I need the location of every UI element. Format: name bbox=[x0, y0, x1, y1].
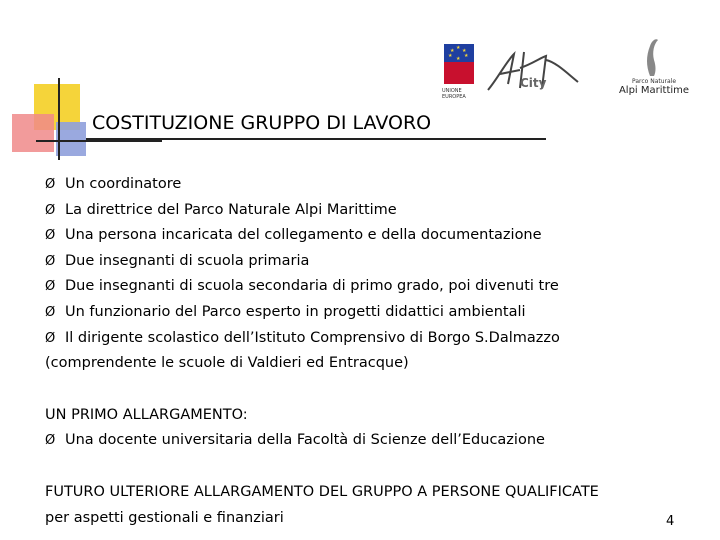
list-item: Ø La direttrice del Parco Naturale Alpi Marittime bbox=[45, 198, 705, 224]
arrow-bullet-icon: Ø bbox=[45, 433, 56, 449]
arrow-bullet-icon: Ø bbox=[45, 279, 56, 295]
page-title: COSTITUZIONE GRUPPO DI LAVORO bbox=[92, 112, 432, 134]
list-item: Ø Una docente universitaria della Facoltà di Scienze dell’Educazione bbox=[45, 428, 705, 454]
list-item: Ø Una persona incaricata del collegamento e della documentazione bbox=[45, 223, 705, 249]
title-underline bbox=[86, 138, 546, 140]
arrow-bullet-icon: Ø bbox=[45, 253, 56, 269]
decor-red-square bbox=[12, 114, 54, 152]
slide-content bbox=[45, 172, 705, 531]
list-item: Ø Il dirigente scolastico dell’Istituto Comprensivo di Borgo S.Dalmazzo bbox=[45, 326, 705, 352]
decor-blue-square bbox=[56, 122, 86, 156]
arrow-bullet-icon: Ø bbox=[45, 177, 56, 192]
park-name-line1: Parco Naturale bbox=[631, 78, 677, 85]
decor-vertical-line bbox=[58, 78, 60, 160]
list-item: Ø Due insegnanti di scuola primaria bbox=[45, 249, 705, 275]
arrow-bullet-icon: Ø bbox=[45, 330, 56, 346]
arrow-bullet-icon: Ø bbox=[45, 202, 56, 218]
list-item: Ø Due insegnanti di scuola secondaria di primo grado, poi divenuti tre bbox=[45, 274, 705, 300]
decor-horizontal-line bbox=[36, 140, 162, 142]
alp-script-icon bbox=[480, 48, 590, 98]
arrow-bullet-icon: Ø bbox=[45, 304, 56, 320]
park-name-line2: Alpi Marittime bbox=[618, 85, 690, 96]
future-expansion-line2: per aspetti gestionali e finanziari bbox=[45, 509, 284, 526]
arrow-bullet-icon: Ø bbox=[45, 228, 56, 244]
eu-small-text: UNIONE EUROPEA bbox=[442, 88, 466, 100]
page-number: 4 bbox=[666, 514, 675, 529]
eu-interreg-logo bbox=[442, 44, 474, 100]
alp-city-logo bbox=[480, 48, 590, 98]
eu-flag-icon: ★ ★ ★ ★ ★ ★ bbox=[444, 44, 474, 62]
list-item: Ø Un funzionario del Parco esperto in progetti didattici ambientali bbox=[45, 300, 705, 326]
members-note: (comprendente le scuole di Valdieri ed Entracque) bbox=[45, 355, 409, 372]
list-item: Ø Un coordinatore bbox=[45, 172, 705, 198]
park-logo bbox=[612, 36, 692, 100]
interreg-red-block bbox=[444, 62, 474, 84]
future-expansion-line1: FUTURO ULTERIORE ALLARGAMENTO DEL GRUPPO A PERSONE QUALIFICATE bbox=[45, 483, 599, 500]
alp-city-text: City bbox=[520, 76, 547, 90]
ibex-icon bbox=[612, 36, 692, 78]
first-expansion-heading: UN PRIMO ALLARGAMENTO: bbox=[45, 406, 248, 423]
